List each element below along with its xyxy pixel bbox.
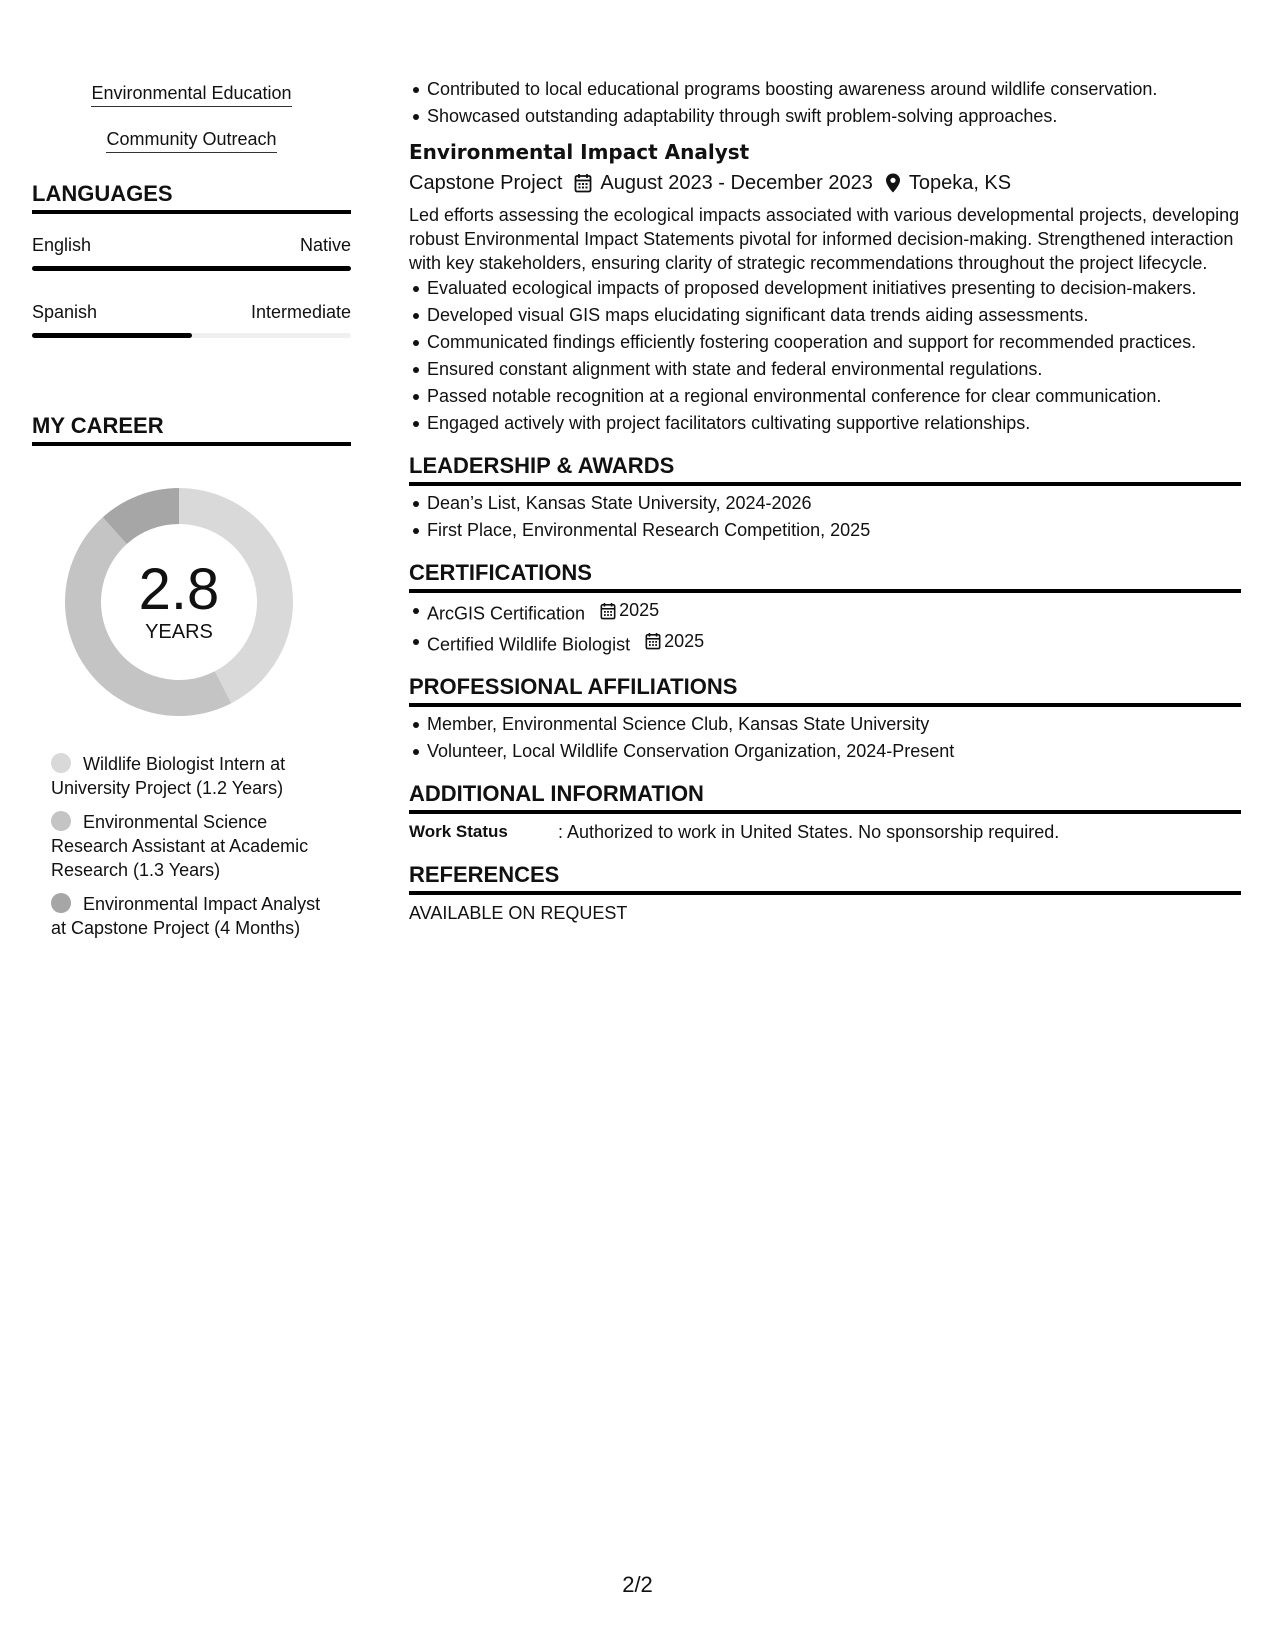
- career-legend-label: Environmental Impact Analyst at Capstone Project (4 Months): [51, 894, 321, 938]
- certification-name: ArcGIS Certification: [427, 603, 586, 624]
- leadership-heading: LEADERSHIP & AWARDS: [409, 453, 1241, 486]
- list-item: [427, 630, 1241, 657]
- job-meta: [409, 170, 1241, 196]
- list-item: Contributed to local educational programs boosting awareness around wildlife conservation.: [427, 78, 1241, 101]
- career-legend-label: Wildlife Biologist Intern at University Project (1.2 Years): [51, 754, 286, 798]
- career-total-value: 2.8: [138, 557, 220, 622]
- language-level: Intermediate: [250, 302, 351, 322]
- list-item: Evaluated ecological impacts of proposed development initiatives presenting to decision-makers.: [427, 277, 1241, 300]
- list-item: Engaged actively with project facilitators cultivating supportive relationships.: [427, 412, 1241, 435]
- calendar-icon: [645, 632, 661, 650]
- career-donut-chart: [65, 488, 293, 716]
- skill-label: Community Outreach: [106, 128, 276, 153]
- work-status-label: Work Status: [409, 822, 508, 841]
- calendar-icon: [600, 602, 616, 620]
- certification-name: Certified Wildlife Biologist: [427, 634, 631, 654]
- language-item: [32, 234, 351, 271]
- language-proficiency-bar: [32, 266, 351, 271]
- certifications-heading: CERTIFICATIONS: [409, 560, 1241, 593]
- job-company: Capstone Project: [409, 172, 563, 194]
- skill-tag: [32, 128, 351, 153]
- sidebar: [32, 82, 351, 950]
- language-level: Native: [299, 235, 351, 255]
- work-status-row: [409, 820, 1241, 844]
- list-item: First Place, Environmental Research Competition, 2025: [427, 519, 1241, 542]
- map-pin-icon: [885, 173, 901, 193]
- language-proficiency-fill: [32, 333, 192, 338]
- legend-dot-icon: [51, 893, 71, 913]
- calendar-icon: [574, 173, 592, 193]
- certification-year: 2025: [619, 600, 660, 620]
- affiliations-heading: PROFESSIONAL AFFILIATIONS: [409, 674, 1241, 707]
- work-status-value: : Authorized to work in United States. No sponsorship required.: [558, 822, 1060, 842]
- list-item: Communicated findings efficiently fostering cooperation and support for recommended practices.: [427, 331, 1241, 354]
- list-item: Member, Environmental Science Club, Kansas State University: [427, 713, 1241, 736]
- list-item: Developed visual GIS maps elucidating significant data trends aiding assessments.: [427, 304, 1241, 327]
- job-location: Topeka, KS: [908, 172, 1012, 194]
- skill-tag: [32, 82, 351, 107]
- language-proficiency-bar: [32, 333, 351, 338]
- references-text: AVAILABLE ON REQUEST: [409, 903, 628, 923]
- job-bullets: [409, 277, 1241, 435]
- career-heading: MY CAREER: [32, 413, 351, 446]
- career-legend: [32, 752, 351, 940]
- references-heading: REFERENCES: [409, 862, 1241, 895]
- career-legend-label: Environmental Science Research Assistant at Academic Research (1.3 Years): [51, 812, 309, 880]
- job-entry: [409, 139, 1241, 435]
- skill-label: Environmental Education: [91, 82, 291, 107]
- career-legend-item: [51, 752, 331, 800]
- certification-year: 2025: [664, 630, 705, 651]
- career-total-unit: YEARS: [145, 621, 213, 643]
- list-item: Showcased outstanding adaptability through swift problem-solving approaches.: [427, 105, 1241, 128]
- leadership-list: [409, 492, 1241, 542]
- language-name: Spanish: [32, 302, 98, 322]
- job-dates: August 2023 - December 2023: [600, 172, 873, 194]
- certifications-list: [409, 599, 1241, 656]
- languages-heading: LANGUAGES: [32, 181, 351, 214]
- language-name: English: [32, 235, 92, 255]
- language-proficiency-fill: [32, 266, 351, 271]
- language-item: [32, 301, 351, 338]
- list-item: Ensured constant alignment with state and federal environmental regulations.: [427, 358, 1241, 381]
- previous-job-bullets: [409, 78, 1241, 128]
- list-item: [427, 599, 1241, 626]
- job-title: Environmental Impact Analyst: [409, 140, 750, 164]
- career-legend-item: [51, 810, 331, 882]
- legend-dot-icon: [51, 811, 71, 831]
- page-number: 2/2: [622, 1572, 653, 1597]
- list-item: Dean’s List, Kansas State University, 2024-2026: [427, 492, 1241, 515]
- legend-dot-icon: [51, 753, 71, 773]
- additional-info-heading: ADDITIONAL INFORMATION: [409, 781, 1241, 814]
- list-item: Passed notable recognition at a regional environmental conference for clear communication.: [427, 385, 1241, 408]
- career-legend-item: [51, 892, 331, 940]
- job-description: Led efforts assessing the ecological impacts associated with various developmental projects, developing robust Environmental Impact Statements pivotal for informed decision-making. Strengthened interaction with key stakeholders, ensuring clarity of strategic recommendations throughout the project lifecycle.: [409, 205, 1240, 273]
- main-content: [409, 78, 1241, 925]
- affiliations-list: [409, 713, 1241, 763]
- list-item: Volunteer, Local Wildlife Conservation Organization, 2024-Present: [427, 740, 1241, 763]
